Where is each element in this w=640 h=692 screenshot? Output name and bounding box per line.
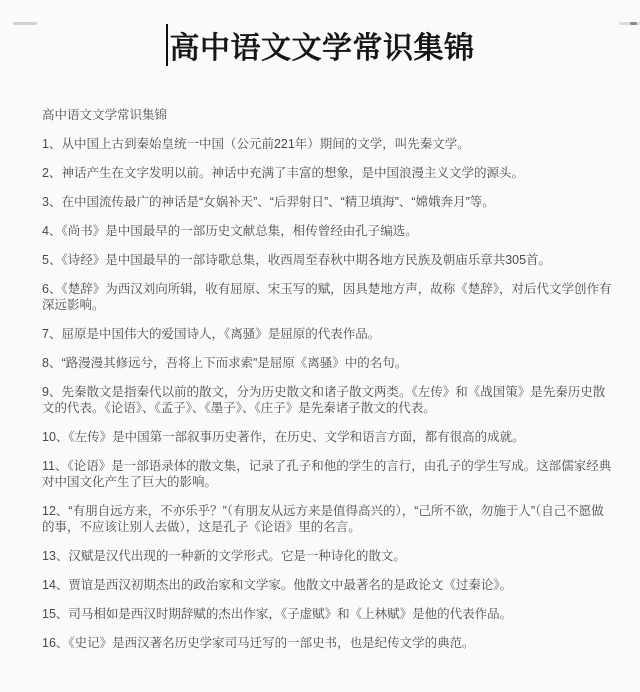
fact-list <box>42 136 614 651</box>
fact-item: 4、《尚书》是中国最早的一部历史文献总集，相传曾经由孔子编选。 <box>42 224 418 238</box>
fact-item: 13、汉赋是汉代出现的一种新的文学形式。它是一种诗化的散文。 <box>42 549 406 563</box>
document-page <box>0 22 640 692</box>
top-left-crop-artifact <box>13 22 37 25</box>
fact-item: 7、屈原是中国伟大的爱国诗人，《离骚》是屈原的代表作品。 <box>42 327 381 341</box>
fact-item: 1、从中国上古到秦始皇统一中国（公元前221年）期间的文学，叫先秦文学。 <box>42 137 470 151</box>
fact-item: 9、先秦散文是指秦代以前的散文，分为历史散文和诸子散文两类。《左传》和《战国策》是先秦历史散文的代表。《论语》、《孟子》、《墨子》、《庄子》是先秦诸子散文的代表。 <box>42 385 606 415</box>
top-right-crop-artifact-dark <box>630 22 637 25</box>
fact-item: 16、《史记》是西汉著名历史学家司马迁写的一部史书，也是纪传文学的典范。 <box>42 636 475 650</box>
fact-item: 12、“有朋自远方来，不亦乐乎？”（有朋友从远方来是值得高兴的），“己所不欲，勿施于人”（自己不愿做的事，不应该让别人去做），这是孔子《论语》里的名言。 <box>42 504 604 534</box>
fact-item: 10、《左传》是中国第一部叙事历史著作，在历史、文学和语言方面，都有很高的成就。 <box>42 430 525 444</box>
document-subheading: 高中语文文学常识集锦 <box>42 108 168 122</box>
fact-item: 8、“路漫漫其修远兮，吾将上下而求索”是屈原《离骚》中的名句。 <box>42 356 408 370</box>
fact-item: 14、贾谊是西汉初期杰出的政治家和文学家。他散文中最著名的是政论文《过秦论》。 <box>42 578 513 592</box>
document-title: 高中语文文学常识集锦 <box>169 32 475 65</box>
document-title-row[interactable] <box>0 22 640 68</box>
fact-item: 11、《论语》是一部语录体的散文集，记录了孔子和他的学生的言行，由孔子的学生写成。这部儒家经典对中国文化产生了巨大的影响。 <box>42 459 612 489</box>
fact-item: 3、在中国流传最广的神话是“女娲补天”、“后羿射日”、“精卫填海”、“嫦娥奔月”等。 <box>42 195 495 209</box>
fact-item: 2、神话产生在文字发明以前。神话中充满了丰富的想象，是中国浪漫主义文学的源头。 <box>42 166 524 180</box>
text-cursor-caret <box>166 24 168 66</box>
fact-item: 5、《诗经》是中国最早的一部诗歌总集，收西周至春秋中期各地方民族及朝庙乐章共305首。 <box>42 253 552 267</box>
document-body <box>0 68 640 651</box>
fact-item: 15、司马相如是西汉时期辞赋的杰出作家，《子虚赋》和《上林赋》是他的代表作品。 <box>42 607 513 621</box>
fact-item: 6、《楚辞》为西汉刘向所辑，收有屈原、宋玉写的赋，因具楚地方声，故称《楚辞》，对后代文学创作有深远影响。 <box>42 282 612 312</box>
